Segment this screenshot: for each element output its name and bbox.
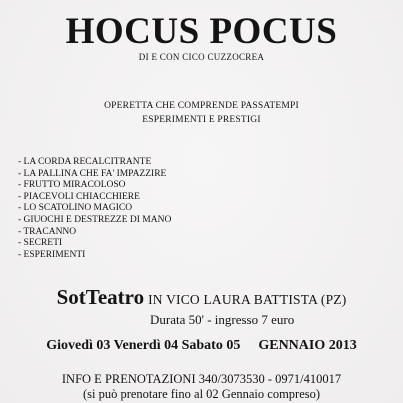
- booking-note: (si può prenotare fino al 02 Gennaio compreso): [82, 387, 321, 401]
- performance-month: GENNAIO 2013: [258, 338, 357, 353]
- booking-info: INFO E PRENOTAZIONI 340/3073530 - 0971/410017: [61, 372, 342, 386]
- poster-title: HOCUS POCUS: [65, 11, 338, 52]
- list-item: - LA PALLINA CHE FA' IMPAZZIRE: [18, 168, 167, 179]
- performance-days: Giovedì 03 Venerdì 04 Sabato 05: [46, 338, 241, 353]
- list-item: - PIACEVOLI CHIACCHIERE: [18, 191, 140, 202]
- venue-address: IN VICO LAURA BATTISTA (PZ): [148, 292, 347, 307]
- list-item: - SECRETI: [18, 238, 63, 249]
- poster-byline: DI E CON CICO CUZZOCREA: [138, 52, 265, 62]
- venue-line: [0, 285, 403, 310]
- list-item: - FRUTTO MIRACOLOSO: [18, 180, 126, 191]
- show-description: [0, 99, 403, 127]
- list-item: - GIUOCHI E DESTREZZE DI MANO: [18, 214, 172, 225]
- list-item: - TRACANNO: [18, 226, 77, 237]
- list-item: - ESPERIMENTI: [18, 249, 86, 260]
- list-item: - LO SCATOLINO MAGICO: [18, 203, 133, 214]
- acts-list: [18, 157, 171, 261]
- duration-price: Durata 50' - ingresso 7 euro: [150, 312, 295, 327]
- description-line-2: ESPERIMENTI E PRESTIGI: [142, 115, 261, 125]
- venue-name: SotTeatro: [56, 285, 145, 309]
- list-item: - LA CORDA RECALCITRANTE: [18, 157, 152, 167]
- description-line-1: OPERETTA CHE COMPRENDE PASSATEMPI: [104, 101, 299, 111]
- performance-dates: [0, 338, 403, 354]
